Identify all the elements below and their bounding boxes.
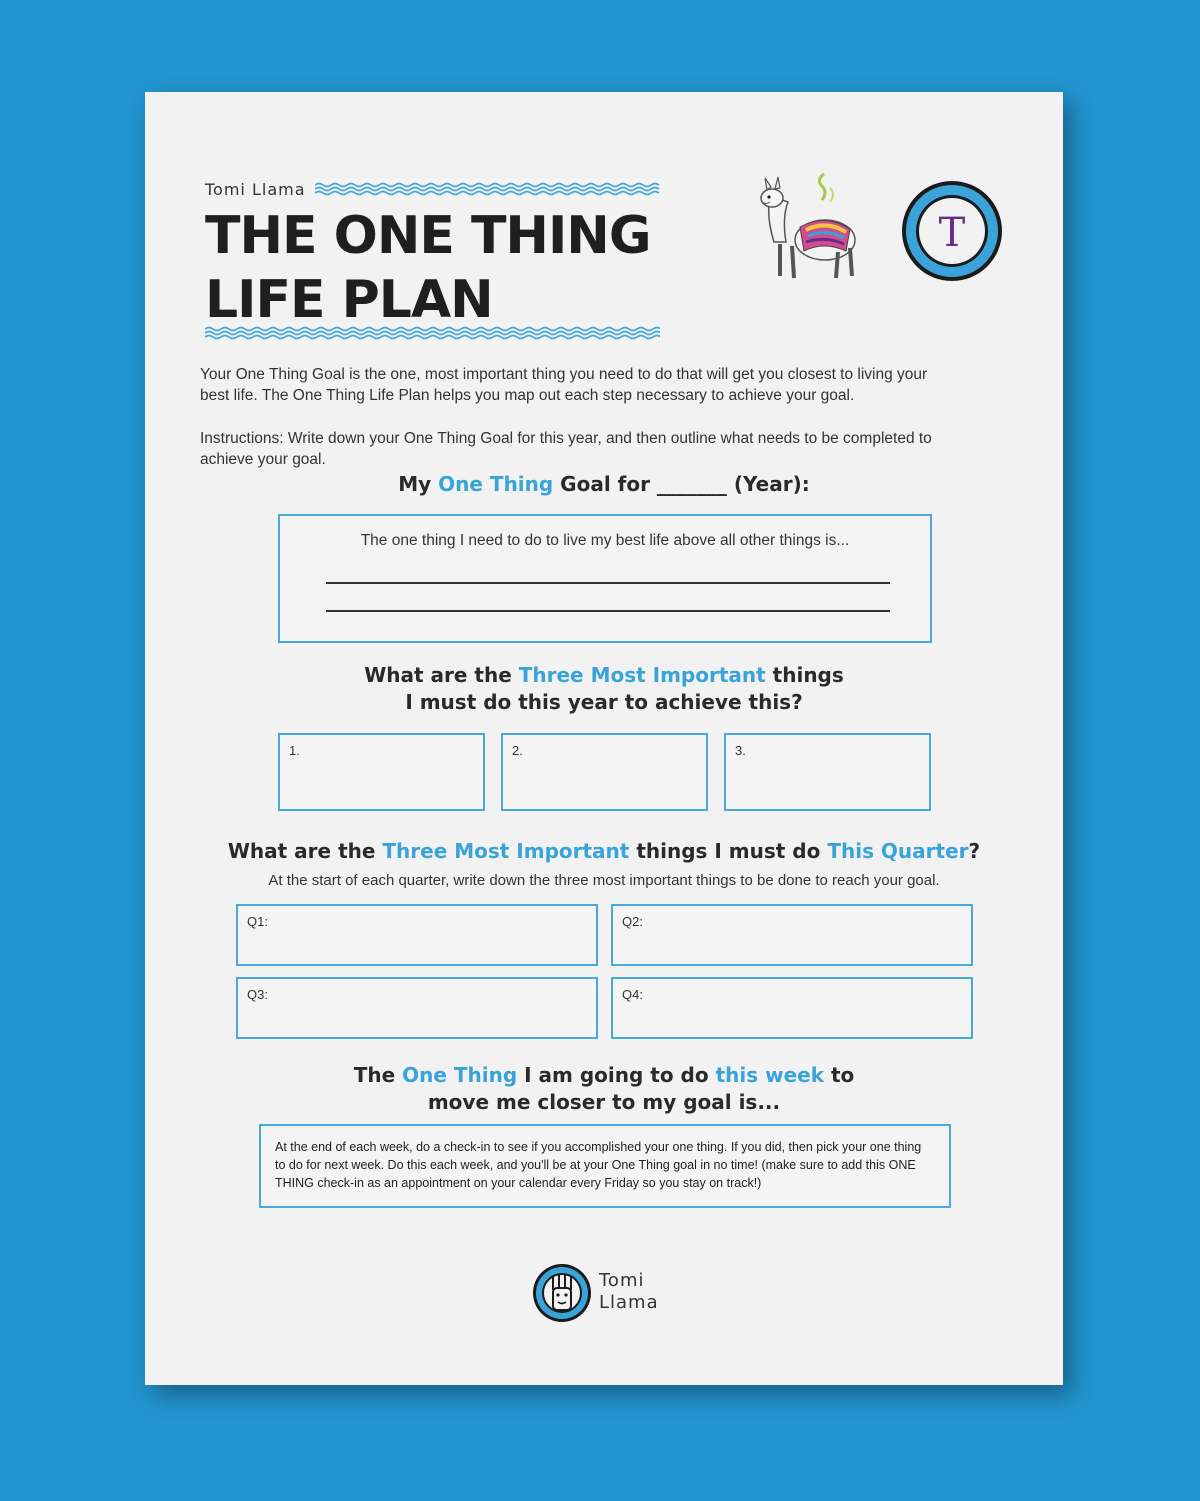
week-answer-box[interactable] (259, 1124, 951, 1208)
quarter-box-label: Q3: (247, 987, 268, 1002)
title-line-2: LIFE PLAN (205, 270, 493, 330)
goal-answer-line-1[interactable] (326, 582, 890, 584)
quarter-box-label: Q4: (622, 987, 643, 1002)
instructions-paragraph: Instructions: Write down your One Thing Goal for this year, and then outline what needs to be completed to achieve your goal. (200, 430, 932, 468)
goal-prompt: The one thing I need to do to live my best life above all other things is... (360, 532, 850, 549)
intro-paragraph: Your One Thing Goal is the one, most important thing you need to do that will get you closest to living your best life. The One Thing Life Plan helps you map out each step necessary to achieve your goal. (200, 366, 928, 404)
year-box-label: 3. (735, 743, 746, 758)
badge-letter: T (938, 210, 966, 256)
t-badge-icon (897, 176, 1007, 286)
year-box-1[interactable] (278, 733, 485, 811)
llama-face-logo-icon (531, 1262, 593, 1324)
quarter-box-label: Q2: (622, 914, 643, 929)
quarter-box-q4[interactable] (611, 977, 973, 1039)
quarter-box-q3[interactable] (236, 977, 598, 1039)
year-box-label: 1. (289, 743, 300, 758)
year-box-label: 2. (512, 743, 523, 758)
footer-brand: Tomi Llama (599, 1270, 659, 1313)
wave-divider-bottom (205, 326, 660, 340)
year-heading: What are the Three Most Important things I must do this year to achieve this? (364, 663, 844, 714)
goal-heading: My One Thing Goal for _______ (Year): (398, 472, 810, 496)
goal-answer-line-2[interactable] (326, 610, 890, 612)
wave-divider-top (315, 182, 660, 196)
year-box-3[interactable] (724, 733, 931, 811)
worksheet-page (145, 92, 1063, 1385)
quarter-box-q2[interactable] (611, 904, 973, 966)
title-line-1: THE ONE THING (205, 206, 651, 266)
quarter-subtext: At the start of each quarter, write down the three most important things to be done to reach your goal. (268, 872, 940, 889)
week-tip-text: At the end of each week, do a check-in to see if you accomplished your one thing. If you did, then pick your one thing to do for next week. Do this each week, and you'll be at your One Thing goal in no time! (make sure to add this ONE THING check-in as an appointment on your calendar every Friday so you stay on track!) (275, 1140, 922, 1190)
page-title (205, 204, 651, 332)
brand-name-small: Tomi Llama (205, 180, 306, 199)
goal-answer-box[interactable] (278, 514, 932, 643)
quarter-box-label: Q1: (247, 914, 268, 929)
quarter-heading: What are the Three Most Important things I must do This Quarter? (227, 839, 981, 863)
year-box-2[interactable] (501, 733, 708, 811)
llama-illustration (750, 172, 870, 292)
quarter-box-q1[interactable] (236, 904, 598, 966)
week-heading: The One Thing I am going to do this week to move me closer to my goal is... (353, 1063, 855, 1114)
